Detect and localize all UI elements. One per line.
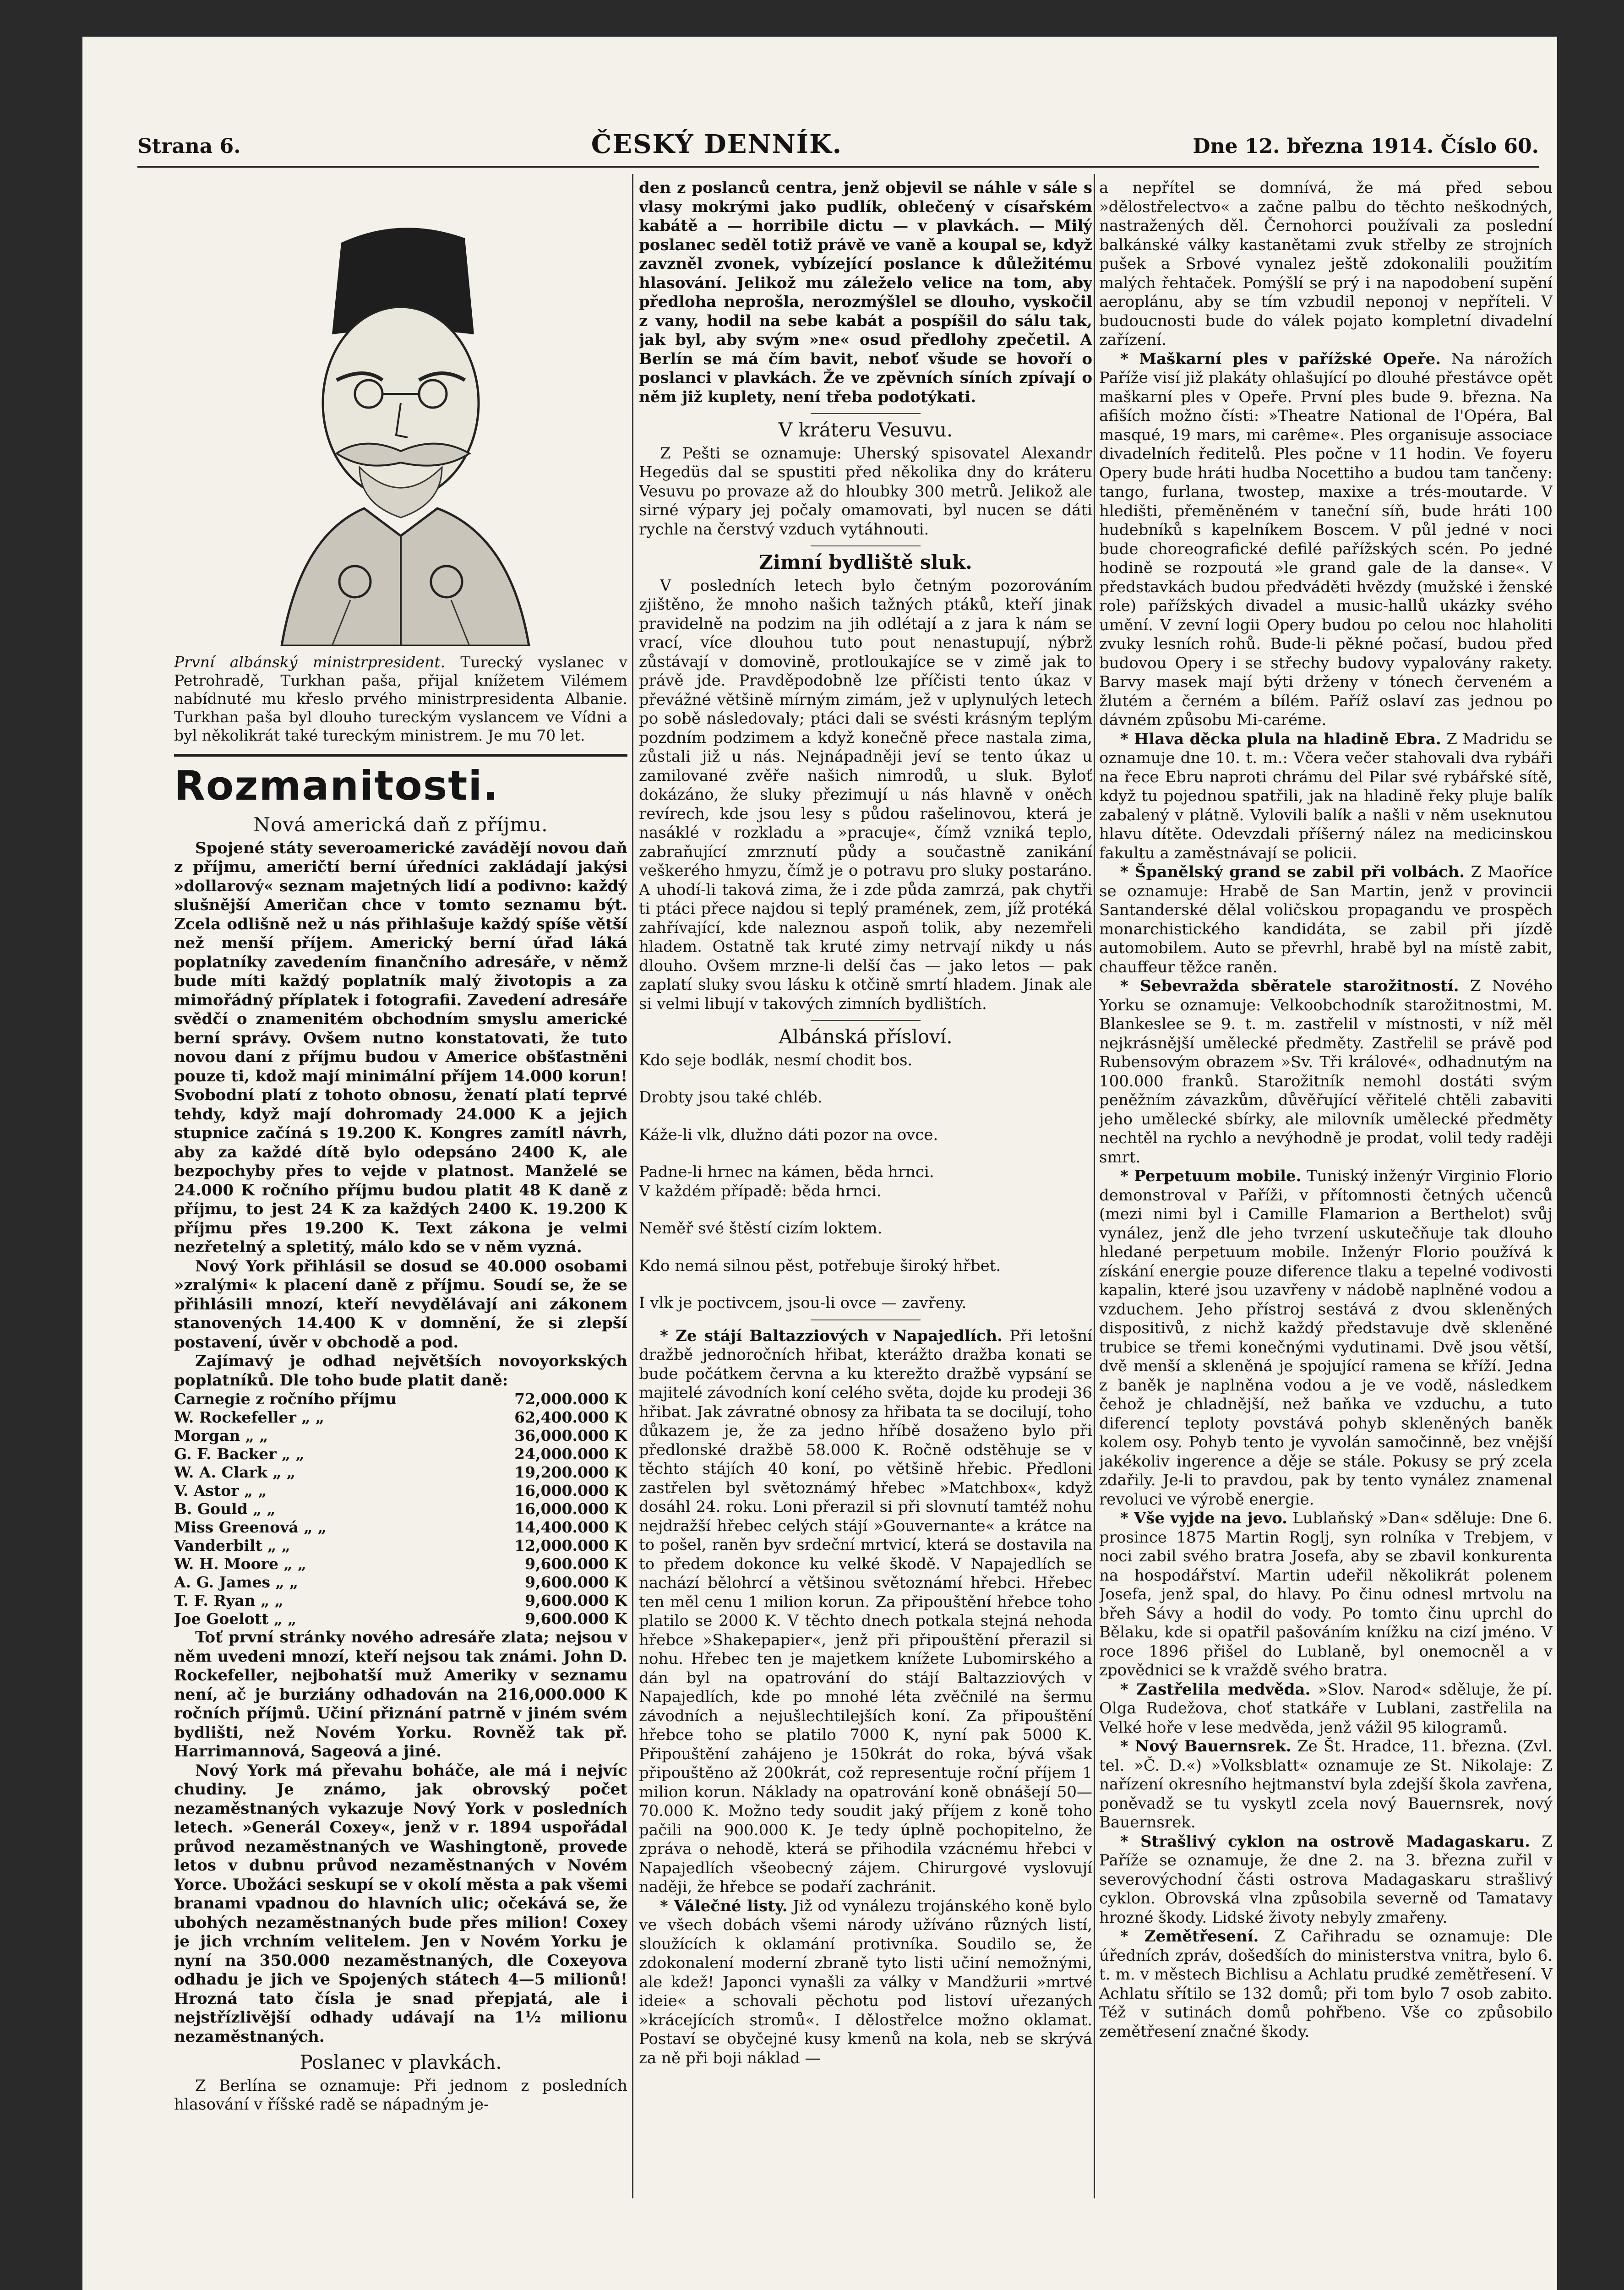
item-title: * Španělský grand se zabil při volbách. [1120, 863, 1465, 881]
taxpayer-name: Vanderbilt „ „ [174, 1537, 290, 1554]
item-text: Ze Št. Hradce, 11. března. (Zvl. tel. »Č. D.«) »Volksblatt« oznamuje ze St. Nikolaje: Z nařízení okresního hejtmanství byla zdejší škola zavřena, poněvadž se tu vyskytl zcela nový Bauernsrek, nový Bauernsrek. [1099, 1737, 1553, 1832]
caption-lead: První albánský ministrpresident. [174, 653, 446, 671]
item-text: Lublaňský »Dan« sděluje: Dne 6. prosince 1875 Martin Roglj, syn rolníka v Trebjem, v noci zabil svého bratra Josefa, aby se zbavil konkurenta na hospodářství. Martin udeřil několikrát polenem Josefa, jenž spal, do hlavy. Po činu odnesl mrtvolu na břeh Sávy a hodil do vody. Po tomto činu uprchl do Bělaku, kde si opatřil pašováním knížku na cizí jméno. V roce 1896 přišel do Lublaně, byl onemocněl a v zpovědnici se k vraždě svého bratra. [1099, 1509, 1553, 1679]
proverb: I vlk je poctivcem, jsou-li ovce — zavřeny. [639, 1294, 967, 1312]
column-2 [639, 179, 1092, 2157]
caption-text: Turecký vyslanec v Petrohradě, Turkhan paša, přijal knížetem Vilémem nabídnuté mu křeslo prvého ministrpresidenta Albanie. Turkhan paša byl dlouho tureckým vyslancem ve Vídni a byl několikrát také tureckým ministrem. Je mu 70 let. [174, 653, 627, 744]
news-item [1099, 350, 1553, 730]
taxpayer-name: Joe Goelott „ „ [174, 1610, 297, 1628]
taxpayer-amount: 24,000.000 K [514, 1445, 627, 1463]
item-title: * Zemětřesení. [1120, 1927, 1259, 1946]
divider [811, 1319, 921, 1320]
taxpayer-name: G. F. Backer „ „ [174, 1445, 305, 1463]
table-row [174, 1537, 627, 1555]
table-row [174, 1592, 627, 1610]
item-title: * Válečné listy. [660, 1897, 788, 1915]
taxpayer-amount: 62,400.000 K [514, 1408, 627, 1426]
taxpayer-name: V. Astor „ „ [174, 1482, 267, 1499]
news-item [1099, 863, 1553, 977]
taxpayer-name: T. F. Ryan „ „ [174, 1592, 283, 1609]
proverb: Padne-li hrnec na kámen, běda hrnci. [639, 1163, 934, 1181]
divider [811, 545, 921, 546]
taxpayer-amount: 36,000.000 K [514, 1427, 627, 1445]
news-items [1099, 350, 1553, 2042]
taxpayer-name: A. G. James „ „ [174, 1573, 298, 1591]
item-title: * Nový Bauernsrek. [1120, 1737, 1292, 1756]
item-title: * Strašlivý cyklon na ostrově Madagaskaru. [1120, 1832, 1531, 1851]
table-row [174, 1555, 627, 1573]
taxpayer-table [174, 1390, 627, 1628]
item-title: * Maškarní ples v pařížské Opeře. [1120, 349, 1441, 368]
column-3 [1099, 179, 1553, 2148]
item-text: »Slov. Narod« sděluje, že pí. Olga Rudežova, choť statkáře v Lublani, zastřelila na Velké hoře v lese medvěda, jenž vážil 95 kilogramů. [1099, 1680, 1553, 1737]
item-title: * Ze stájí Baltazziových v Napajedlích. [660, 1326, 1003, 1345]
news-item [1099, 977, 1553, 1167]
taxpayer-name: W. A. Clark „ „ [174, 1463, 295, 1481]
table-row [174, 1408, 627, 1427]
article-title: Albánská přísloví. [779, 1025, 953, 1048]
table-row [174, 1500, 627, 1518]
taxpayer-amount: 16,000.000 K [514, 1482, 627, 1499]
article-paragraph: Nový York přihlásil se dosud se 40.000 osobami »zralými« k placení daně z příjmu. Soudí se, že se přihlásili mnozí, kteří nevydělávají ani zákonem stanovených 14.400 K v domnění, že si zlepší postavení, úvěr v obchodě a pod. [174, 1257, 627, 1352]
table-row [174, 1463, 627, 1482]
table-row [174, 1390, 627, 1408]
news-item [1099, 1167, 1553, 1509]
article-paragraph: Toť první stránky nového adresáře zlata; nejsou v něm uvedeni mnozí, kteří nejsou tak známi. John D. Rockefeller, nejbohatší muž Ameriky v seznamu není, ač je burziány odhadován na 216,000.000 K ročních příjmů. Učiní přiznání patrně v jiném svém bydlišti, než Novém Yorku. Rovněž tak př. Harrimannová, Sageová a jiné. [174, 1628, 627, 1761]
table-row [174, 1445, 627, 1463]
table-row [174, 1573, 627, 1592]
article-paragraph: a nepřítel se domnívá, že má před sebou »dělostřelectvo« a začne palbu do těchto neškodných, nastražených děl. Černohorci používali za poslední balkánské války kastanětami zvuk střelby ze strojních pušek a Srbové vynalez ještě zdokonalili použitím malých řehtaček. Pomýšlí se prý i na napodobení supění aeroplánu, aby se tím vzbudil neponoj v nepříteli. V budoucnosti bude do válek pojato kompletní divadelní zařízení. [1099, 179, 1553, 349]
article-title: Poslanec v plavkách. [300, 2051, 502, 2073]
article-title: Nová americká daň z příjmu. [253, 813, 548, 836]
taxpayer-amount: 9,600.000 K [525, 1610, 627, 1628]
portrait-caption [174, 653, 627, 745]
newspaper-title: ČESKÝ DENNÍK. [591, 129, 843, 159]
proverb: Drobty jsou také chléb. [639, 1088, 823, 1107]
proverb: Kdo nemá silnou pěst, potřebuje široký hřbet. [639, 1256, 1001, 1275]
news-item [1099, 1832, 1553, 1928]
proverb: Kdo seje bodlák, nesmí chodit bos. [639, 1051, 913, 1069]
article-paragraph: Spojené státy severoamerické zavádějí novou daň z příjmu, američtí berní úředníci zakládají jakýsi »dollarový« seznam majetných lidí a podivno: každý slušnější Američan chce v tomto seznamu být. Zcela odlišně než u nás přihlašuje každý spíše větší než menší příjem. Americký berní úřad láká poplatníky zavedením finančního adresáře, v němž bude míti každý poplatník malý životopis a za mimořádný příplatek i fotografii. Zavedení adresáře svědčí o znamenitém obchodním smyslu americké berní správy. Ovšem nutno konstatovati, že tuto novou daní z příjmu budou v Americe obšťastněni pouze ti, kdož mají minimální příjem 14.000 korun! Svobodní platí z tohoto obnosu, ženatí platí teprvé tehdy, když mají dohromady 24.000 K a jejich stupnice začíná s 19.200 K. Kongres zamítl návrh, aby za každé dítě bylo odepsáno 2400 K, ale bezpochyby přes to vejde v platnost. Manželé se 24.000 K ročního příjmu budou platit 48 K daně z příjmu, to jest 24 K za každých 2400 K. 19.200 K příjmu přes 19.200 K. Text zákona je velmi nezřetelný a spletitý, málo kdo se v něm vyzná. [174, 839, 627, 1256]
portrait-illustration [227, 188, 575, 646]
section-heading: Rozmanitosti. [174, 762, 499, 809]
issue-date: Dne 12. března 1914. Číslo 60. [1193, 135, 1539, 158]
taxpayer-name: Morgan „ „ [174, 1427, 268, 1445]
item-title: * Sebevražda sběratele starožitností. [1120, 977, 1459, 995]
taxpayer-amount: 9,600.000 K [525, 1592, 627, 1609]
page-number: Strana 6. [137, 135, 241, 158]
table-row [174, 1427, 627, 1445]
table-row [174, 1610, 627, 1628]
section-rule [174, 754, 627, 757]
taxpayer-amount: 19,200.000 K [514, 1463, 627, 1481]
article-paragraph: V posledních letech bylo četným pozorováním zjištěno, že mnoho našich tažných ptáků, kteří jinak pravidelně na podzim na jih odlétají a z jara k nám se vrací, více dlouhou tuto pout nenastupují, nýbrž zůstávají v domovině, protloukajíce se v zimě jak to právě jde. Pravděpodobně lze příčisti tento úkaz v převážné většině mírným zimám, jež v uplynulých letech po sobě následovaly; ptáci dali se svésti krásným teplým pozdním podzimem a když konečně přece nastala zima, zůstali již u nás. Nejnápadněji jeví se tento úkaz u zamilované zvěře našich nimrodů, u sluk. Byloť dokázáno, že sluky přezimují u nás hlavně v oněch revírech, kde jsou lesy s půdou rašelinovou, která je nasáklé v rozkladu a »pracuje«, čímž vzniká teplo, zabraňující zmrznutí půdy a součastně zanikání veškerého hmyzu, čímž je o potravu pro sluky postaráno. A uhodí-li taková zima, že i zde půda zamrzá, pak chytři ti ptáci přece najdou si teplý pramének, zem, jíž protéká zahřívající, kde naleznou aspoň tolik, aby nezemřeli hladem. Ostatně tak kruté zimy netrvají nikdy u nás dlouho. Ovšem mrzne-li delší čas — jako letos — pak zaplatí sluky svou lásku k otčině smrtí hladem. Jinak ale si velmi libují v takových zimních bydlištích. [639, 576, 1092, 1013]
item-text: Z Nového Yorku se oznamuje: Velkoobchodník starožitnostmi, M. Blankeslee se 9. t. m. zastřelil v místnosti, v níž měl nejkrásnější umělecké předměty. Zastřelil se právě pod Rubensovým obrazem »Sv. Tři králové«, odhadnutým na 100.000 franků. Starožitník nemohl dostáti svým peněžním závazkům, důvěřující věřitelé chtěli zabaviti jeho umělecké sbírky, ale milovník umělecké předměty nechtěl na rychlo a nevýhodně je prodat, volil tedy raději smrt. [1099, 977, 1553, 1167]
article-paragraph: Zajímavý je odhad největších novoyorkských poplatníků. Dle toho bude platit daně: [174, 1352, 627, 1390]
column-divider [632, 174, 633, 2198]
item-text: Z Paříže se oznamuje, že dne 2. na 3. března zuřil v severovýchodní části ostrova Madagaskaru strašlivý cyklon. Obrovská vlna způsobila severně od Tamatavy hrozné škody. Lidské životy nebyly zmařeny. [1099, 1832, 1553, 1927]
item-text: Z Maoříce se oznamuje: Hrabě de San Martin, jenž v provincii Santanderské dělal voličskou propagandu ve prospěch monarchistického kandidáta, se zabil při jízdě automobilem. Auto se převrhl, hrabě byl na místě zabit, chauffeur těžce raněn. [1099, 863, 1553, 976]
divider [811, 1020, 921, 1021]
divider [811, 413, 921, 414]
table-row [174, 1482, 627, 1500]
taxpayer-amount: 12,000.000 K [514, 1537, 627, 1554]
news-item [1099, 1927, 1553, 2041]
taxpayer-name: W. Rockefeller „ „ [174, 1408, 324, 1426]
taxpayer-name: B. Gould „ „ [174, 1500, 276, 1518]
taxpayer-amount: 14,400.000 K [514, 1518, 627, 1536]
proverbs-list [639, 1051, 1092, 1313]
taxpayer-amount: 16,000.000 K [514, 1500, 627, 1518]
news-item [1099, 1509, 1553, 1680]
taxpayer-name: Carnegie z ročního příjmu [174, 1390, 397, 1408]
page-header [137, 129, 1539, 168]
proverb: Neměř své štěstí cizím loktem. [639, 1219, 883, 1238]
column-1 [174, 179, 627, 2171]
taxpayer-amount: 9,600.000 K [525, 1573, 627, 1591]
item-title: * Zastřelila medvěda. [1120, 1680, 1311, 1699]
article-paragraph: Z Pešti se oznamuje: Uherský spisovatel Alexandr Hegedüs dal se spustiti před několika dny do kráteru Vesuvu po provaze až do hloubky 300 metrů. Jelikož ale sirné výpary jej počaly omamovati, byl nucen se dáti rychle na čerstvý vzduch vytáhnouti. [639, 444, 1092, 539]
item-text: Již od vynálezu trojánského koně bylo ve všech dobách všemi národy užíváno různých listí, sloužících k oklamání protivníka. Soudilo se, že zdokonalení moderní zbraně tyto listi učiní nemožnými, ale kdež! Japonci vynašli za války v Mandžurii »mrtvé ideie« a schovali pěchotu pod listoví uřezaných »krácejících stromů«. I dělostřelce možno oklamat. Postaví se obyčejné kusy kmenů na kola, neb se skrývá za ně při boji náklad — [639, 1897, 1092, 2067]
item-text: Z Madridu se oznamuje dne 10. t. m.: Včera večer stahovali dva rybáři na řece Ebru naproti chrámu del Pilar své rybářské sítě, když tu pojednou spatřili, jak na hladině řeky pluje balík zabalený v plátně. Vylovili balík a našli v něm useknutou hlavu dítěte. Odevzdali příšerný nález na medicinskou fakultu a zaměstnávají se policii. [1099, 730, 1553, 862]
item-text: Na nárožích Paříže visí již plakáty ohlašující po dlouhé přestávce opět maškarní ples v Opeře. První ples bude 9. března. Na afiších možno čísti: »Theatre National de l'Opéra, Bal masqué, 19 mars, mi carême«. Ples organisuje associace divadelních ředitelů. Ples počne v 11 hodin. Ve foyeru Opery bude hráti hudba Nocettiho a budou tam tančeny: tango, furlana, twostep, maxixe a trés-moutarde. V hledišti, přeměněném v taneční síň, bude hráti 100 hudebníků s kapelníkem Boscem. V půl jedné v noci bude choreografické defilé pařížských scén. Po jedné hodině se rozpoutá »le grand gale de la danse«. V představkách budou předváděti hvězdy (mužské i ženské role) pařížských divadel a music-hallů ukázky svého umění. V zevní logii Opery budou po celou noc hlaholiti zvuky lesních rohů. Bude-li pěkné počasí, budou před budovou Opery i se střechy budovy vypalovány rakety. Barvy masek mají býti drženy v tónech červeném a žlutém a černém a bílém. Paříž oslaví zas jednou po dávném způsobu Mi-caréme. [1099, 349, 1553, 729]
news-item [1099, 1737, 1553, 1832]
item-text: Při letošní dražbě jednoročních hřibat, kterážto dražba konati se bude počátkem června a ku kterežto dražbě vypsání se majitelé závodních koní celého světa, dojde ku prodeji 36 hřibat. Jak závratné obnosy za hřibata ta se docilují, toho důkazem je, že za jedno hříbě dosaženo bylo při předlonské dražbě 58.000 K. Ročně odstěhuje se v těchto stájích 40 koní, po většině hřebic. Předloni zastřelen byl světoznámý hřebec »Matchbox«, když dosáhl 24. roku. Loni přerazil si při slovnutí tamtéž nohu nejdražší hřebec celých stájí »Gouvernante« a krátce na to pošel, raněn byv srdeční mrtvicí, která se dostavila na to předem dokonce ku velké škodě. V Napajedlích se nachází bělohrcí a většinou světoznámí hřebci. Hřebec ten měl cenu 1 milion korun. Za připouštění hřebce toho platilo se 2000 K. V těchto dnech potkala stejná nehoda hřebce »Shakepapier«, jenž při připouštění přerazil si nohu. Hřebec ten je majetkem knížete Lubomirského a dán byl na opatrování do stájí Baltazziových v Napajedlích, kde po mnohé léta zvěčnilé na šermu závodních a nejušlechtilejších koní. Za připouštění hřebce toho se platilo 7000 K, nyní pak 5000 K. Připouštění zahájeno je 150krát do roka, bývá však připouštěno až 200krát, což representuje roční příjem 1 milion korun. Náklady na opatrování koně obnášejí 50—70.000 K. Možno tedy soudit jaký příjem z koně toho pačili na 900.000 K. Je tedy úplně pochopitelno, že zpráva o nehodě, která se přihodila vzácnému hřebci v Napajedlích všeobecný zájem. Chirurgové vyslovují naději, že hřebce se podaří zachránit. [639, 1326, 1092, 1896]
proverb: V každém případě: běda hrnci. [639, 1182, 882, 1200]
news-item [1099, 730, 1553, 863]
article-paragraph: den z poslanců centra, jenž objevil se náhle v sále s vlasy mokrými jako pudlík, oblečený v císařském kabátě a — horribile dictu — v plavkách. — Milý poslanec seděl totiž právě ve vaně a koupal se, když zavzněl zvonek, vybízející poslance k důležitému hlasování. Jelikož mu záleželo velice na tom, aby předloha neprošla, nerozmýšlel se dlouho, vyskočil z vany, hodil na sebe kabát a pospíšil do sálu tak, jak byl, aby svým »ne« osud předlohy zpečetil. A Berlín se má čím bavit, neboť všude se hovoří o poslanci v plavkách. Že ve zpěvních síních zpívají o něm již kuplety, není třeba podotýkati. [639, 179, 1092, 406]
taxpayer-amount: 72,000.000 K [514, 1390, 627, 1408]
taxpayer-name: Miss Greenová „ „ [174, 1518, 327, 1536]
proverb: Káže-li vlk, dlužno dáti pozor na ovce. [639, 1125, 938, 1144]
table-row [174, 1518, 627, 1537]
item-text: Z Cařihradu se oznamuje: Dle úředních zpráv, došedších do ministerstva vnitra, bylo 6. t. m. v městech Bichlisu a Achlatu prudké zemětřesení. V Achlatu sřítilo se 132 domů; při tom bylo 7 osob zabito. Též v sutinách domů pohřbeno. Vše co způsobilo zemětřesení značné škody. [1099, 1927, 1553, 2041]
article-paragraph: Nový York má převahu boháče, ale má i nejvíc chudiny. Je známo, jak obrovský počet nezaměstnaných vykazuje Nový York v posledních letech. »Generál Coxey«, jenž v r. 1894 uspořádal průvod nezaměstnaných ve Washingtoně, provede letos v dubnu průvod nezaměstnaných v Novém Yorce. Ubožáci seskupí se v okolí města a pak všemi branami vpadnou do hlavních ulic; očekává se, že ubohých nezaměstnaných bude přes milion! Coxey je jich vrchním velitelem. Jen v Novém Yorku je nyní na 350.000 nezaměstnaných, dle Coxeyova odhadu je jich ve Spojených státech 4—5 milionů! Hrozná tato čísla je snad přepjatá, ale i nejstřízlivější odhady udávají na 1½ milionu nezaměstnaných. [174, 1761, 627, 2046]
news-item [1099, 1680, 1553, 1738]
item-title: * Perpetuum mobile. [1120, 1167, 1302, 1185]
article-title: V kráteru Vesuvu. [778, 419, 953, 441]
item-title: * Vše vyjde na jevo. [1120, 1509, 1288, 1527]
taxpayer-amount: 9,600.000 K [525, 1555, 627, 1573]
taxpayer-name: W. H. Moore „ „ [174, 1555, 306, 1573]
column-divider [1094, 174, 1095, 2198]
article-paragraph: Z Berlína se oznamuje: Při jednom z posledních hlasování v říšské radě se nápadným je- [174, 2076, 627, 2114]
item-text: Tuniský inženýr Virginio Florio demonstroval v Paříži, v přítomnosti četných učenců (mezi nimi byl i Camille Flamarion a Berthelot) svůj vynález, jenž dle jeho tvrzení uskutečňuje tak dlouho hledané perpetuum mobile. Inženýr Florio používá k získání energie pouze diference tlaku a tepelné vodivosti kapalin, které jsou uzavřeny v nádobě naplněné vodou a vzduchem. Jeho přístroj sestává z dvou skleněných dispositivů, z nichž každý představuje dvě skleněné trubice se třemi konečnými vydutinami. Dvě jsou větší, dvě menší a skleněná je spojující ramena se kříží. Jedna z baněk je naplněna vodou a je ve vodě, následkem čehož je chladnější, než baňka ve vzduchu, a tuto diferencí teploty povstává pohyb skleněných baněk kolem osy. Pohyb tento je vyvolán samočinně, bez vnější jakékoliv ingerence a děje se stále. Pokusy se prý zcela zdařily. Je-li to pravdou, pak by tento vynález znamenal revoluci ve výrobě energie. [1099, 1167, 1553, 1509]
item-title: * Hlava děcka plula na hladině Ebra. [1120, 730, 1441, 748]
article-title: Zimní bydliště sluk. [759, 551, 972, 573]
